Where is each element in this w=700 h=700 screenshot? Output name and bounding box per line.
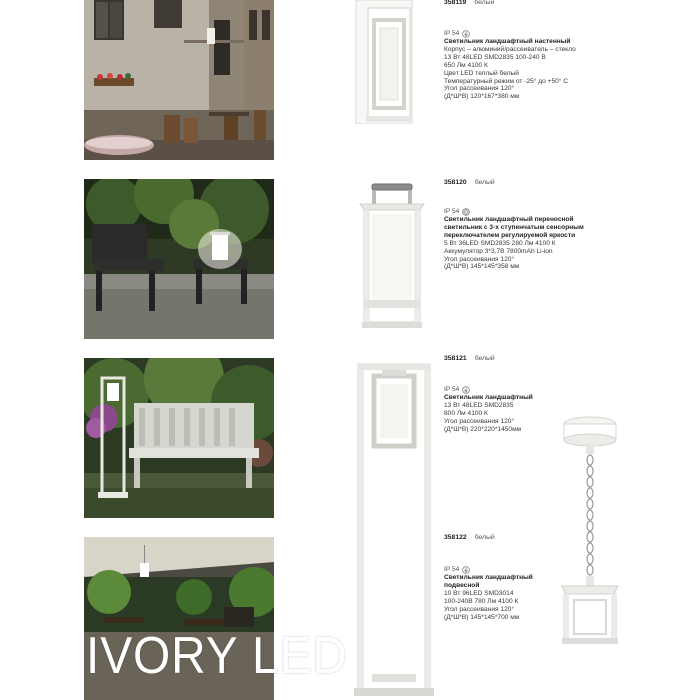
product-code: 358122 [444,534,467,541]
ip-rating: IP 54 [444,566,460,574]
product-title: переключателем регулируемой яркости [444,231,576,239]
photo-portable-lamp-patio [84,179,274,339]
product-code: 358120 [444,179,467,186]
ip-rating: IP 54 [444,30,460,38]
spec-block-358122 [444,534,694,634]
brand-title: IVORY LED [86,627,348,685]
class-iii-symbol-icon [462,208,470,216]
product-color: белый [474,179,495,186]
spec-line: Аккумулятор 3*3,7В 7800mAh Li-ion [444,247,553,255]
photo-wall-lamp-street [84,0,274,160]
product-title: подвесной [444,581,480,589]
spec-line: Цвет LED теплый белый [444,69,519,77]
spec-block-358119 [444,0,694,160]
ip-rating: IP 54 [444,208,460,216]
product-color: белый [474,0,495,6]
spec-block-358121 [444,355,694,455]
product-code: 358121 [444,355,467,362]
product-image-wall-lamp [352,0,430,124]
spec-line: Угол рассеивания 120° [444,605,515,613]
product-title: Светильник ландшафтный настенный [444,38,571,45]
spec-line: (Д*Ш*В) 120*167*380 мм [444,93,520,101]
product-title: Светильник ландшафтный переносной [444,216,574,223]
product-title: Светильник ландшафтный [444,394,533,401]
product-title: светильник с 3-х ступенчатым сенсорным [444,223,584,231]
product-image-portable-lamp [350,182,434,338]
spec-line: 650 Лм 4100 К [444,61,488,69]
spec-line: (Д*Ш*В) 145*145*358 мм [444,263,520,271]
product-color: белый [474,534,495,541]
spec-line: Угол рассеивания 120° [444,417,515,425]
spec-line: (Д*Ш*В) 145*145*700 мм [444,613,520,621]
spec-block-358120 [444,179,694,339]
spec-line: 13 Вт 48LED SMD2835 100-240 В [444,53,546,61]
product-title: Светильник ландшафтный [444,574,533,581]
spec-line: (Д*Ш*В) 220*220*1450мм [444,425,522,433]
ground-symbol-icon [462,566,470,574]
spec-line: Угол рассеивания 120° [444,85,515,93]
spec-line: Корпус – алюминий/рассеиватель – стекло [444,45,576,53]
spec-line: 10 Вт 96LED SMD3014 [444,589,514,597]
photo-bench-garden [84,358,274,518]
spec-line: 5 Вт 36LED SMD2835 280 Лм 4100 К [444,239,556,247]
product-code: 358119 [444,0,467,6]
spec-line: Угол рассеивания 120° [444,255,515,263]
spec-line: 13 Вт 48LED SMD2835 [444,401,514,409]
product-image-bollard [352,362,436,700]
ground-symbol-icon [462,30,470,38]
spec-line: 800 Лм 4100 К [444,409,488,417]
spec-line: Температурный режим от -25° до +50° С [444,77,569,85]
ip-rating: IP 54 [444,386,460,394]
product-color: белый [474,355,495,362]
spec-line: 100-240В 780 Лм 4100 К [444,597,519,605]
ground-symbol-icon [462,386,470,394]
